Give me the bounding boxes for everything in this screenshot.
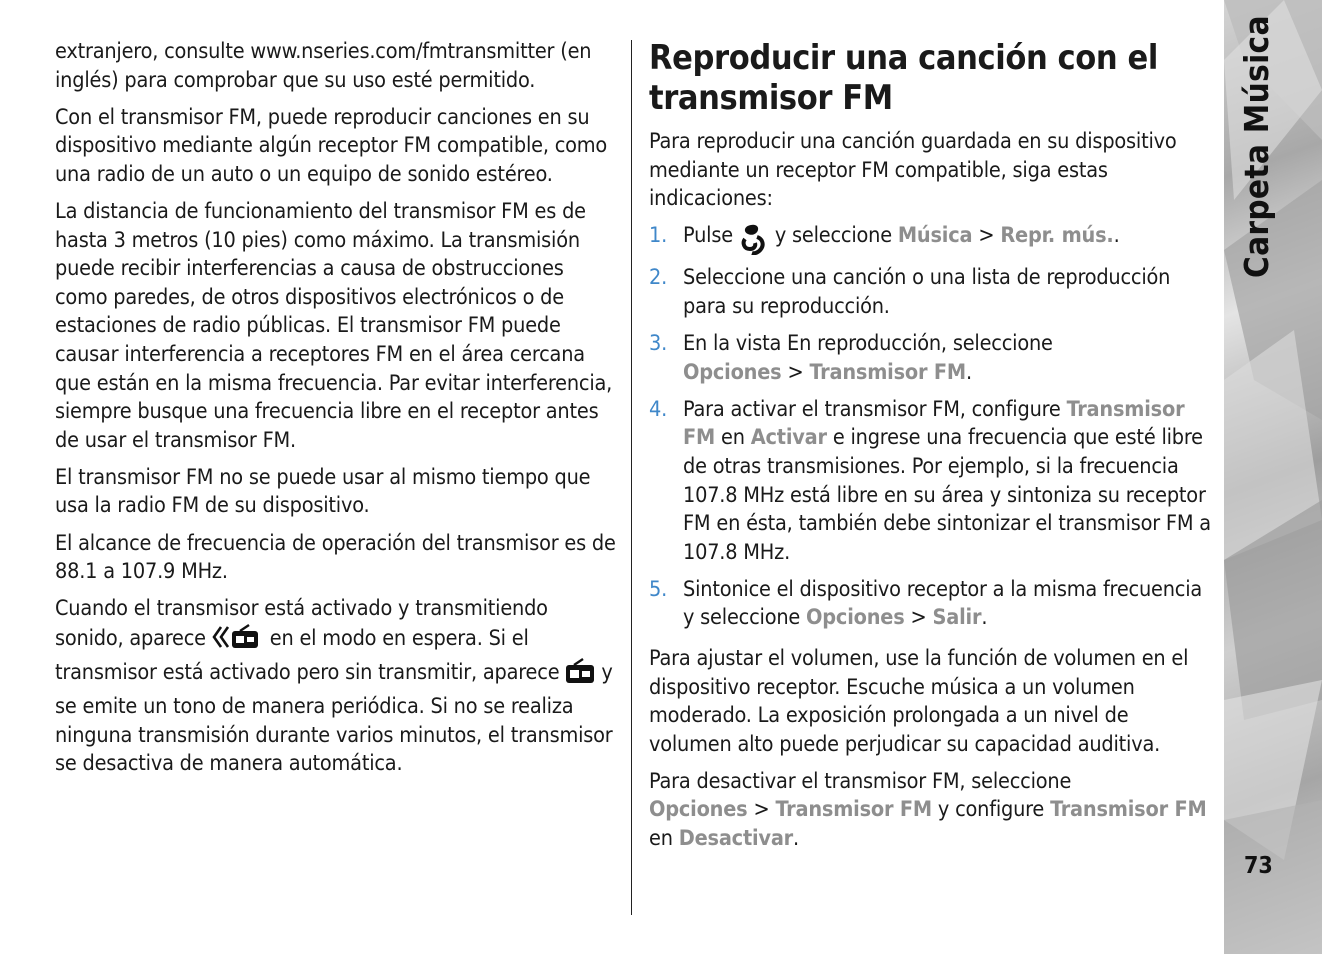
step-number: 3. [649,331,668,357]
option-transmisor-fm: Transmisor FM [809,359,966,385]
option-musica: Música [897,223,973,249]
text-fragment: y se emite un tono de manera periódica. Si no se realiza ninguna transmisión durante varios minutos, el transmisor se desactiva de manera automática. [55,660,613,777]
text-fragment: Pulse [683,223,733,249]
text-fragment: en el modo en espera. Si el transmisor está activado pero sin transmitir, aparece [55,625,560,686]
text-fragment: Para desactivar el transmisor FM, seleccione [649,768,1072,794]
deactivate-paragraph [649,768,1211,854]
list-item [649,330,1211,387]
left-column [55,38,619,787]
text-fragment: Sintonice el dispositivo receptor a la misma frecuencia y seleccione [683,576,1203,631]
intro-paragraph: Para reproducir una canción guardada en su dispositivo mediante un receptor FM compatible, siga estas indicaciones: [649,129,1177,212]
right-column [649,38,1211,862]
steps-list [649,222,1211,633]
step-number: 2. [649,265,668,291]
list-item [649,396,1211,568]
list-item [649,264,1211,321]
paragraph: extranjero, consulte www.nseries.com/fmtransmitter (en inglés) para comprobar que su uso esté permitido. [55,39,592,93]
text-fragment: . [981,605,988,631]
list-item [649,222,1211,256]
list-item [649,576,1211,633]
text-fragment: e ingrese una frecuencia que esté libre de otras transmisiones. Por ejemplo, si la frecuencia 107.8 MHz está libre en su área y sintoniza su receptor FM en ésta, también debe sintonizar el transmisor FM a 107.8 MHz. [683,425,1211,565]
path-separator: > [753,797,770,823]
text-fragment: . [1113,223,1120,249]
fm-transmitting-icon [212,624,264,659]
option-transmisor-fm: Transmisor FM [683,396,1185,451]
paragraph: Con el transmisor FM, puede reproducir canciones en su dispositivo mediante algún receptor FM compatible, como una radio de un auto o un equipo de sonido estéreo. [55,104,608,187]
column-divider [631,40,632,915]
step-number: 1. [649,223,668,249]
text-fragment: En la vista En reproducción, seleccione [683,331,1053,357]
volume-paragraph: Para ajustar el volumen, use la función de volumen en el dispositivo receptor. Escuche música a un volumen moderado. La exposición prolongada a un nivel de volumen alto puede perjudicar su capacidad auditiva. [649,646,1189,757]
option-opciones: Opciones [683,359,782,385]
chapter-title-vertical: Carpeta Música [1237,15,1276,278]
text-fragment: . [965,359,972,385]
page-number: 73 [1244,853,1273,879]
paragraph: El alcance de frecuencia de operación del transmisor es de 88.1 a 107.9 MHz. [55,530,616,585]
option-transmisor-fm: Transmisor FM [1050,797,1207,823]
text-fragment: en [649,826,673,852]
section-heading: Reproducir una canción con el transmisor FM [649,38,1158,118]
path-separator: > [787,359,804,385]
option-salir: Salir [932,605,982,631]
option-opciones: Opciones [649,797,748,823]
text-fragment: . [793,826,799,852]
text-fragment: Seleccione una canción o una lista de reproducción para su reproducción. [683,265,1171,319]
option-transmisor-fm: Transmisor FM [775,797,932,823]
option-opciones: Opciones [806,605,905,631]
path-separator: > [910,605,927,631]
menu-key-icon [739,223,769,256]
step-number: 4. [649,396,668,422]
text-fragment: en [721,425,745,451]
text-fragment: y configure [937,797,1045,823]
paragraph-fm-status [55,595,619,779]
option-desactivar: Desactivar [678,826,794,852]
text-fragment: Cuando el transmisor está activado y transmitiendo sonido, aparece [55,596,548,651]
step-number: 5. [649,576,668,602]
paragraph: El transmisor FM no se puede usar al mismo tiempo que usa la radio FM de su dispositivo. [55,464,591,519]
option-repr-mus: Repr. mús. [1000,223,1114,249]
text-fragment: Para activar el transmisor FM, configure [683,396,1061,422]
path-separator: > [978,223,995,249]
paragraph: La distancia de funcionamiento del transmisor FM es de hasta 3 metros (10 pies) como máximo. La transmisión puede recibir interferencias a causa de obstrucciones como paredes, de otros dispositivos electrónicos o de estaciones de radio públicas. El transmisor FM puede causar interferencia a receptores FM en el área cercana que están en la misma frecuencia. Par evitar interferencia, siempre busque una frecuencia libre en el receptor antes de usar el transmisor FM. [55,198,613,453]
fm-idle-icon [565,658,595,693]
text-fragment: y seleccione [774,223,892,249]
option-activar: Activar [750,425,827,451]
